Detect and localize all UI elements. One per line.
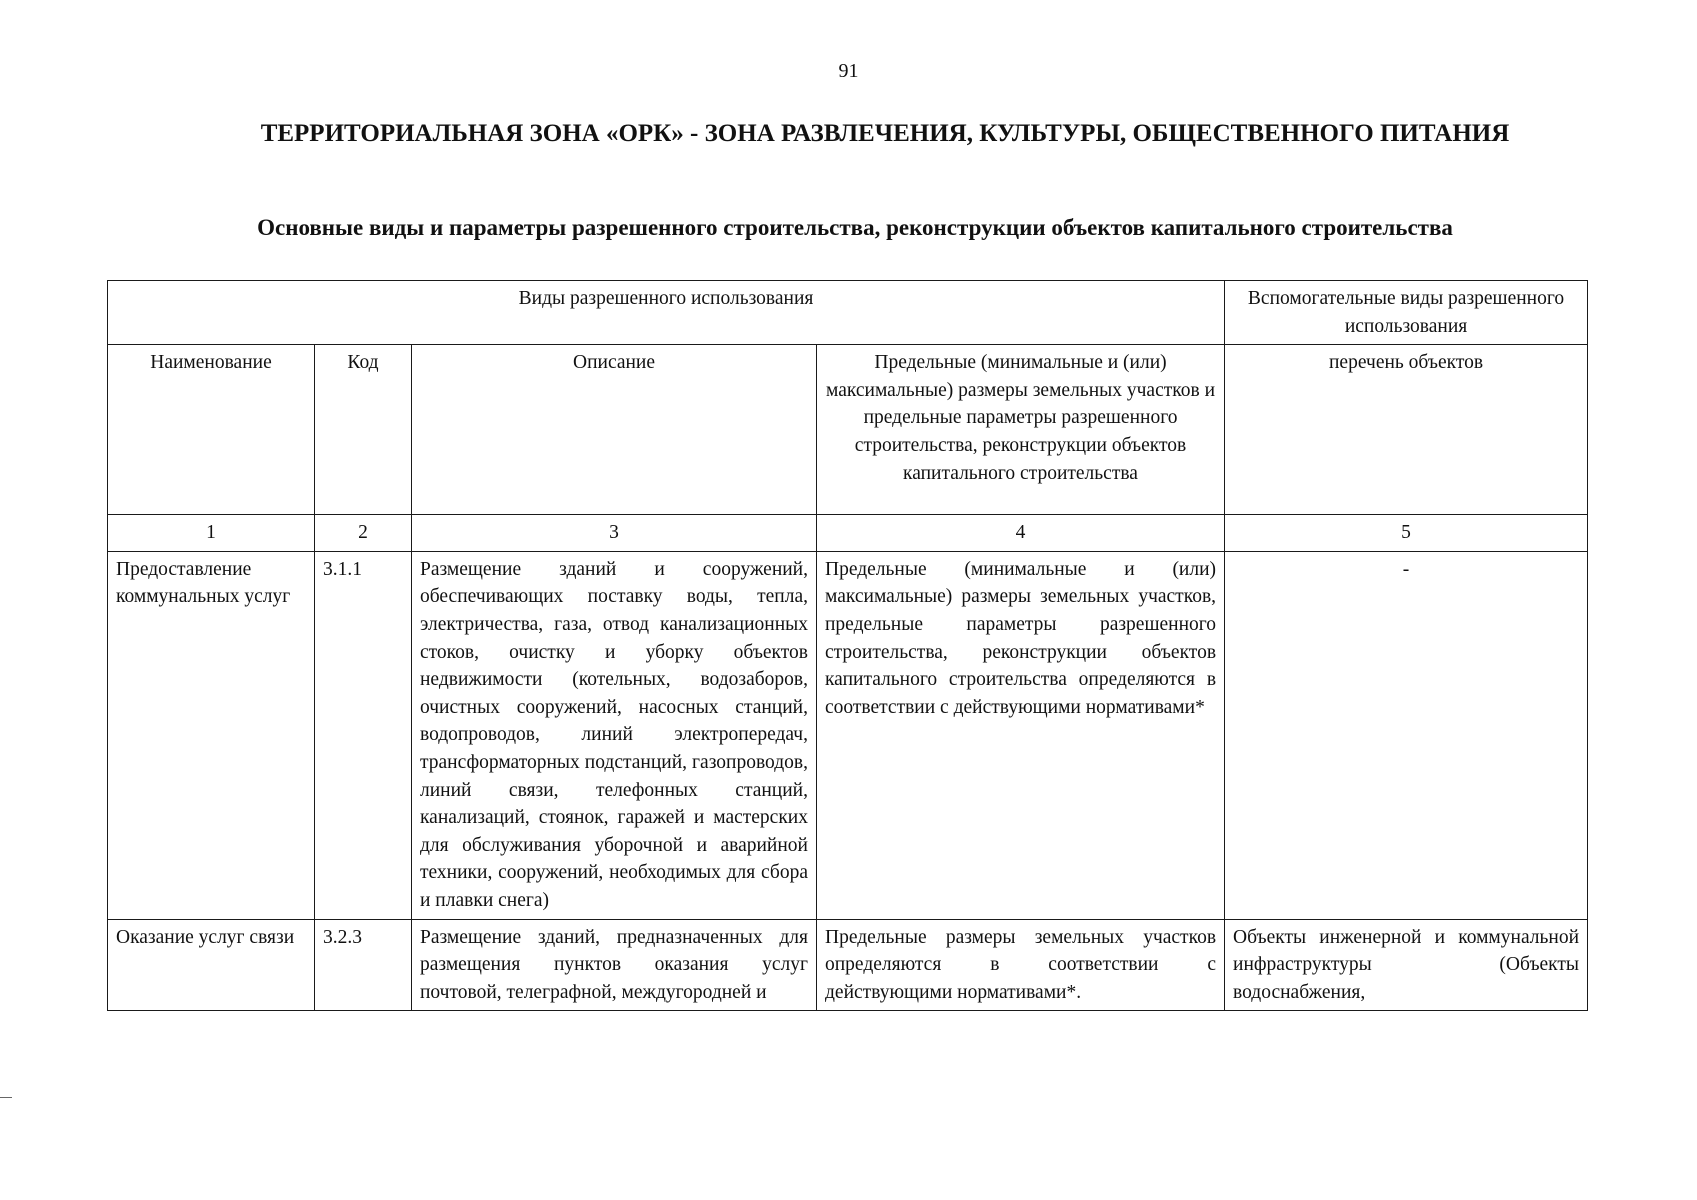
header-limits: Предельные (минимальные и (или) максимальные) размеры земельных участков и предельные параметры разрешенного строительства, реконструкции объектов капитального строительства bbox=[817, 345, 1225, 515]
header-auxiliary-use: Вспомогательные виды разрешенного использования bbox=[1225, 281, 1588, 345]
row-limits: Предельные (минимальные и (или) максимальные) размеры земельных участков, предельные параметры разрешенного строительства, реконструкции объектов капитального строительства определяются в соответствии с действующими нормативами* bbox=[817, 551, 1225, 919]
zone-table bbox=[107, 280, 1588, 1011]
page-number: 91 bbox=[838, 60, 859, 82]
row-name: Оказание услуг связи bbox=[108, 919, 315, 1011]
row-objects: Объекты инженерной и коммунальной инфраструктуры (Объекты водоснабжения, bbox=[1225, 919, 1588, 1011]
row-description: Размещение зданий, предназначенных для размещения пунктов оказания услуг почтовой, телеграфной, междугородней и bbox=[412, 919, 817, 1011]
table-row bbox=[108, 551, 1588, 919]
row-name: Предоставление коммунальных услуг bbox=[108, 551, 315, 919]
row-objects: - bbox=[1225, 551, 1588, 919]
header-description: Описание bbox=[412, 345, 817, 515]
row-limits: Предельные размеры земельных участков определяются в соответствии с действующими нормативами*. bbox=[817, 919, 1225, 1011]
section-subtitle: Основные виды и параметры разрешенного строительства, реконструкции объектов капитального строительства bbox=[257, 215, 1453, 240]
column-number: 2 bbox=[315, 515, 412, 552]
column-number: 5 bbox=[1225, 515, 1588, 552]
header-objects: перечень объектов bbox=[1225, 345, 1588, 515]
table-group-header-row bbox=[108, 281, 1588, 345]
row-code: 3.2.3 bbox=[315, 919, 412, 1011]
column-number-row bbox=[108, 515, 1588, 552]
row-code: 3.1.1 bbox=[315, 551, 412, 919]
row-description: Размещение зданий и сооружений, обеспечивающих поставку воды, тепла, электричества, газа, отвод канализационных стоков, очистку и уборку объектов недвижимости (котельных, водозаборов, очистных сооружений, насосных станций, водопроводов, линий электропередач, трансформаторных подстанций, газопроводов, линий связи, телефонных станций, канализаций, стоянок, гаражей и мастерских для обслуживания уборочной и аварийной техники, сооружений, необходимых для сбора и плавки снега) bbox=[412, 551, 817, 919]
table-row bbox=[108, 919, 1588, 1011]
header-permitted-use: Виды разрешенного использования bbox=[108, 281, 1225, 345]
column-number: 3 bbox=[412, 515, 817, 552]
header-code: Код bbox=[315, 345, 412, 515]
scan-edge-mark bbox=[0, 1097, 12, 1098]
header-name: Наименование bbox=[108, 345, 315, 515]
column-number: 4 bbox=[817, 515, 1225, 552]
page-title: ТЕРРИТОРИАЛЬНАЯ ЗОНА «ОРК» - ЗОНА РАЗВЛЕЧЕНИЯ, КУЛЬТУРЫ, ОБЩЕСТВЕННОГО ПИТАНИЯ bbox=[260, 120, 1510, 147]
column-number: 1 bbox=[108, 515, 315, 552]
table-column-header-row bbox=[108, 345, 1588, 515]
